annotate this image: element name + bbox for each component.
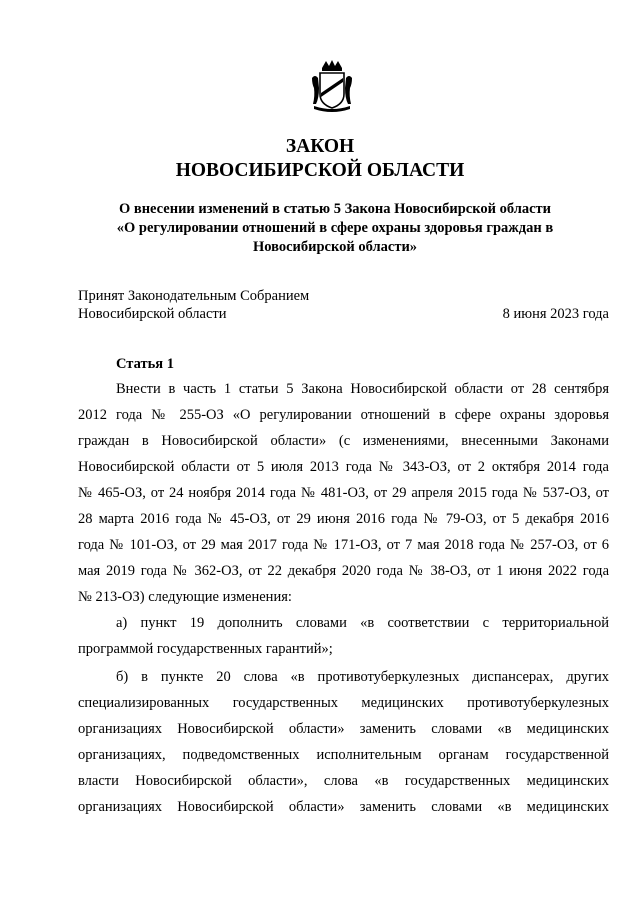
amendment-b-line: организациях Новосибирской области» заменить словами «в медицинских	[78, 799, 609, 815]
coat-of-arms-emblem-icon	[310, 58, 354, 114]
article-text-line: мая 2019 года № 362-ОЗ, от 22 декабря 2020 года № 38-ОЗ, от 1 июня 2022 года	[78, 563, 609, 579]
article-text-line: Новосибирской области от 5 июля 2013 года № 343-ОЗ, от 2 октября 2014 года	[78, 459, 609, 475]
adoption-authority-line2: Новосибирской области	[78, 306, 227, 322]
law-subtitle-line: Новосибирской области»	[252, 239, 418, 255]
article-text-line: № 465-ОЗ, от 24 ноября 2014 года № 481-ОЗ, от 29 апреля 2015 года № 537-ОЗ, от	[78, 485, 609, 501]
article-heading: Статья 1	[116, 356, 174, 372]
law-subtitle-line: «О регулировании отношений в сфере охраны здоровья граждан в	[116, 220, 554, 236]
article-text-line: Внести в часть 1 статьи 5 Закона Новосибирской области от 28 сентября	[116, 381, 609, 397]
article-text-line: граждан в Новосибирской области» (с изменениями, внесенными Законами	[78, 433, 609, 449]
amendment-b-line: б) в пункте 20 слова «в противотуберкулезных диспансерах, других	[116, 669, 609, 685]
amendment-a-line: а) пункт 19 дополнить словами «в соответствии с территориальной	[116, 615, 609, 631]
amendment-b-line: власти Новосибирской области», слова «в государственных медицинских	[78, 773, 609, 789]
law-title-line1: ЗАКОН	[285, 136, 355, 157]
amendment-b-line: организациях Новосибирской области» заменить словами «в медицинских	[78, 721, 609, 737]
amendment-a-line: программой государственных гарантий»;	[78, 641, 333, 657]
amendment-b-line: специализированных государственных медицинских противотуберкулезных	[78, 695, 609, 711]
amendment-b-line: организациях, подведомственных исполнительным органам государственной	[78, 747, 609, 763]
law-subtitle-line: О внесении изменений в статью 5 Закона Новосибирской области	[118, 201, 552, 217]
law-title-line2: НОВОСИБИРСКОЙ ОБЛАСТИ	[175, 160, 465, 181]
article-text-line: 2012 года № 255-ОЗ «О регулировании отношений в сфере охраны здоровья	[78, 407, 609, 423]
article-text-line: года № 101-ОЗ, от 29 мая 2017 года № 171-ОЗ, от 7 мая 2018 года № 257-ОЗ, от 6	[78, 537, 609, 553]
article-text-line: № 213-ОЗ) следующие изменения:	[78, 589, 292, 605]
article-text-line: 28 марта 2016 года № 45-ОЗ, от 29 июня 2016 года № 79-ОЗ, от 5 декабря 2016	[78, 511, 609, 527]
adoption-authority-line1: Принят Законодательным Собранием	[78, 288, 310, 304]
adoption-date: 8 июня 2023 года	[502, 306, 609, 322]
